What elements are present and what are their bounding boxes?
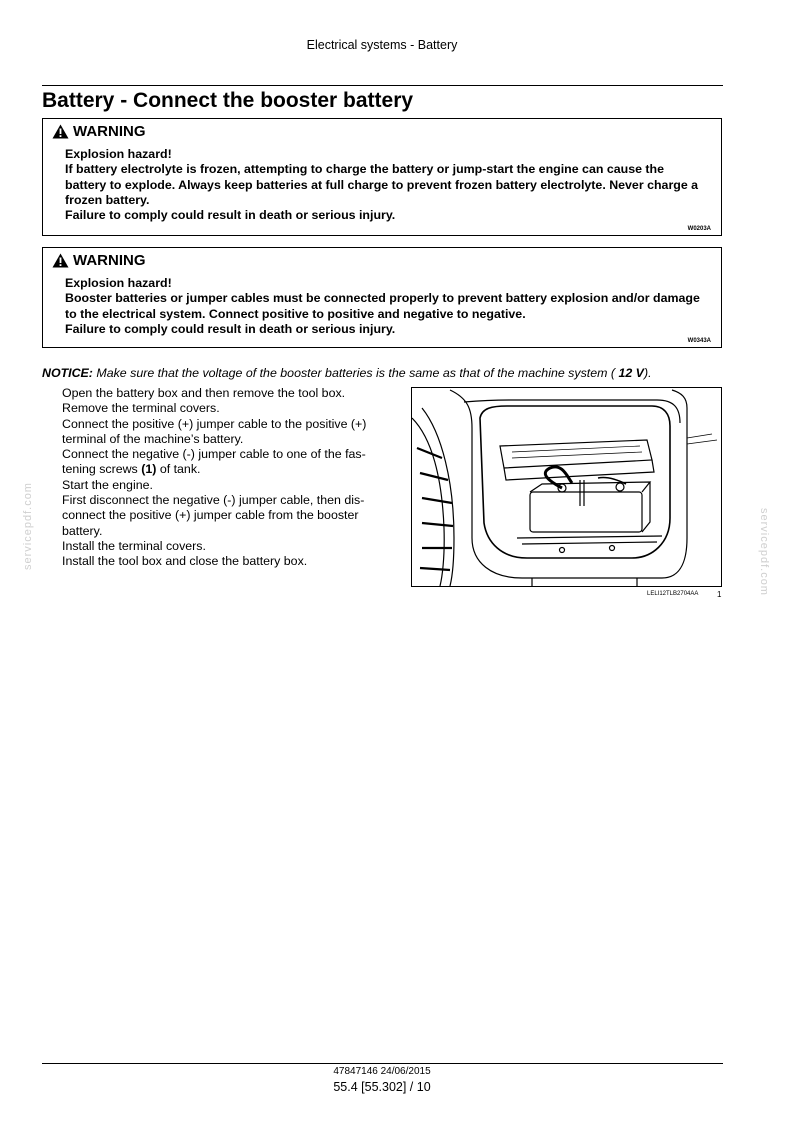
figure-number: 1 [717,590,722,599]
step-remove-covers: Remove the terminal covers. [62,401,220,416]
warning-triangle-icon [52,124,69,139]
step-connect-negative: Connect the negative (-) jumper cable to one of the fas- tening screws (1) of tank. [62,447,366,477]
warning-code: W0203A [687,226,711,232]
watermark-left: servicepdf.com [22,482,34,570]
step-start-engine: Start the engine. [62,477,153,492]
warning-box-jumper-cables [42,247,722,348]
notice-label: NOTICE: [42,366,93,380]
warning-heading [52,123,146,140]
warning-code: W0343A [687,338,711,344]
warning-heading-label: WARNING [73,123,146,140]
footer-page-number: 55.4 [55.302] / 10 [333,1080,431,1094]
step-connect-positive: Connect the positive (+) jumper cable to the positive (+) terminal of the machine’s battery. [62,416,367,446]
section-header: Electrical systems - Battery [306,38,458,52]
figure-caption: LELI12TLB2704AA [647,591,699,597]
warning-box-frozen-electrolyte [42,118,722,236]
notice-voltage: 12 V [618,366,644,380]
step-disconnect: First disconnect the negative (-) jumper cable, then dis- connect the positive (+) jumper cable from the booster battery. [62,493,365,538]
step-open-box: Open the battery box and then remove the tool box. [62,386,346,400]
warning-heading [52,252,146,269]
watermark-right: servicepdf.com [758,508,770,596]
step-install-toolbox: Install the tool box and close the battery box. [62,554,308,569]
warning-heading-label: WARNING [73,252,146,269]
notice-text: Make sure that the voltage of the booster batteries is the same as that of the machine system ( [92,366,619,380]
notice [42,366,732,380]
warning-body [65,147,705,223]
warning-hazard: Explosion hazard! [65,147,172,161]
battery-box-drawing [412,388,721,586]
warning-triangle-icon [52,253,69,268]
warning-body [65,276,705,337]
battery-box-illustration [411,387,722,587]
warning-consequence: Failure to comply could result in death or serious injury. [65,321,396,336]
procedure-steps [62,386,384,570]
warning-consequence: Failure to comply could result in death or serious injury. [65,208,396,223]
step-install-covers: Install the terminal covers. [62,538,206,553]
warning-description: If battery electrolyte is frozen, attempting to charge the battery or jump-start the engine can cause the battery to explode. Always keep batteries at full charge to prevent frozen battery electrolyte. Never charge a frozen battery. [65,162,699,207]
header-rule [42,85,723,86]
callout-1: (1) [141,462,157,477]
page-title: Battery - Connect the booster battery [42,89,414,112]
warning-hazard: Explosion hazard! [65,276,172,290]
footer-rule [42,1063,723,1064]
footer-doc-ref: 47847146 24/06/2015 [333,1066,431,1077]
warning-description: Booster batteries or jumper cables must be connected properly to prevent battery explosion and/or damage to the electrical system. Connect positive to positive and negative to negative. [65,291,700,321]
notice-end: ). [643,366,652,380]
